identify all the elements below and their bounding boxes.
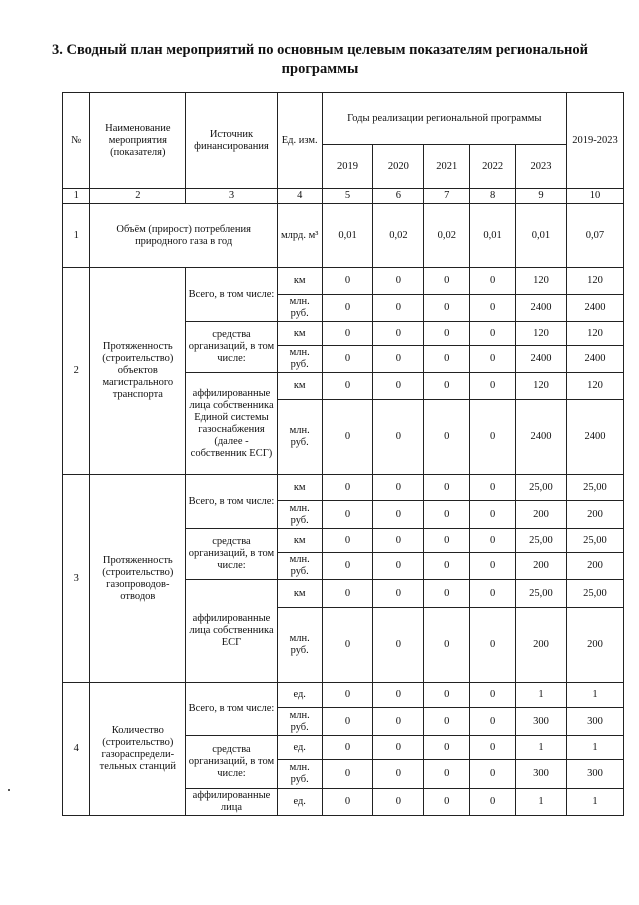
value-cell: 2400	[566, 295, 623, 322]
table-row	[63, 683, 624, 708]
financing-source: средства организаций, в том числе:	[186, 322, 278, 373]
scan-speck	[8, 789, 10, 791]
value-cell: 0	[373, 708, 424, 736]
value-cell: 0	[322, 322, 373, 346]
value-cell: 2400	[515, 400, 566, 475]
value-cell: 25,00	[515, 529, 566, 553]
financing-source: средства организаций, в том числе:	[186, 529, 278, 580]
value-cell: 200	[566, 501, 623, 529]
indicator-name: Протяженность (строительство) газопроводов-отводов	[90, 475, 186, 683]
financing-source: аффилированные лица	[186, 789, 278, 816]
value-cell: 0	[470, 295, 516, 322]
value-cell: 2400	[566, 346, 623, 373]
value-cell: 0	[322, 760, 373, 789]
value-cell: 2400	[566, 400, 623, 475]
value-cell: 0	[424, 553, 470, 580]
value-cell: 0	[470, 580, 516, 608]
value-cell: 0	[373, 346, 424, 373]
col-number: 5	[322, 189, 373, 204]
unit-cell: млн. руб.	[277, 708, 322, 736]
value-cell: 0	[373, 295, 424, 322]
value-cell: 0	[322, 501, 373, 529]
value-cell: 0,07	[566, 204, 623, 268]
header-year: 2019	[322, 145, 373, 189]
value-cell: 0	[322, 580, 373, 608]
value-cell: 0	[424, 322, 470, 346]
indicator-name: Протяженность (строительство) объектов магистрального транспорта	[90, 268, 186, 475]
unit-cell: млн. руб.	[277, 760, 322, 789]
value-cell: 0,01	[470, 204, 516, 268]
value-cell: 0	[424, 268, 470, 295]
unit-cell: ед.	[277, 789, 322, 816]
value-cell: 0	[322, 736, 373, 760]
col-number: 2	[90, 189, 186, 204]
col-number: 3	[186, 189, 278, 204]
value-cell: 0	[322, 708, 373, 736]
indicator-name: Количество (строительство) газораспредели-тельных станций	[90, 683, 186, 816]
value-cell: 25,00	[566, 529, 623, 553]
value-cell: 0	[470, 760, 516, 789]
value-cell: 120	[515, 322, 566, 346]
value-cell: 2400	[515, 346, 566, 373]
unit-cell: км	[277, 580, 322, 608]
value-cell: 200	[566, 553, 623, 580]
value-cell: 0	[424, 789, 470, 816]
value-cell: 0	[424, 501, 470, 529]
row-number: 2	[63, 268, 90, 475]
value-cell: 0	[322, 373, 373, 400]
value-cell: 0	[373, 553, 424, 580]
header-year: 2022	[470, 145, 516, 189]
value-cell: 0	[424, 295, 470, 322]
value-cell: 0	[424, 683, 470, 708]
col-number: 8	[470, 189, 516, 204]
value-cell: 0	[424, 708, 470, 736]
value-cell: 120	[515, 373, 566, 400]
col-number: 9	[515, 189, 566, 204]
header-year: 2021	[424, 145, 470, 189]
value-cell: 0	[373, 268, 424, 295]
value-cell: 0	[424, 373, 470, 400]
column-numbers-row	[63, 189, 624, 204]
value-cell: 120	[566, 268, 623, 295]
value-cell: 0	[470, 346, 516, 373]
value-cell: 200	[515, 608, 566, 683]
unit-cell: млн. руб.	[277, 400, 322, 475]
value-cell: 0	[373, 529, 424, 553]
value-cell: 0	[470, 475, 516, 501]
unit-cell: млн. руб.	[277, 553, 322, 580]
value-cell: 0	[470, 501, 516, 529]
header-name: Наименование мероприятия (показателя)	[90, 93, 186, 189]
header-year: 2020	[373, 145, 424, 189]
value-cell: 0	[470, 373, 516, 400]
value-cell: 1	[515, 683, 566, 708]
unit-cell: млрд. м³	[277, 204, 322, 268]
value-cell: 0	[322, 553, 373, 580]
value-cell: 300	[566, 760, 623, 789]
header-source: Источник финансирования	[186, 93, 278, 189]
financing-source: аффилированные лица собственника Единой системы газоснабжения (далее - собственник ЕСГ)	[186, 373, 278, 475]
row-number: 1	[63, 204, 90, 268]
unit-cell: млн. руб.	[277, 295, 322, 322]
value-cell: 0	[373, 789, 424, 816]
value-cell: 0	[424, 580, 470, 608]
value-cell: 120	[515, 268, 566, 295]
header-year: 2023	[515, 145, 566, 189]
unit-cell: ед.	[277, 683, 322, 708]
header-no: №	[63, 93, 90, 189]
unit-cell: км	[277, 529, 322, 553]
page-title: 3. Сводный план мероприятий по основным целевым показателям региональной программы	[51, 42, 589, 77]
value-cell: 0	[322, 346, 373, 373]
value-cell: 0,02	[373, 204, 424, 268]
financing-source: аффилированные лица собственника ЕСГ	[186, 580, 278, 683]
value-cell: 0	[322, 268, 373, 295]
value-cell: 0	[373, 400, 424, 475]
value-cell: 25,00	[515, 475, 566, 501]
col-number: 4	[277, 189, 322, 204]
value-cell: 0	[470, 268, 516, 295]
value-cell: 0	[322, 608, 373, 683]
col-number: 6	[373, 189, 424, 204]
value-cell: 0	[424, 736, 470, 760]
row-number: 4	[63, 683, 90, 816]
value-cell: 300	[515, 760, 566, 789]
value-cell: 0	[322, 683, 373, 708]
value-cell: 0	[470, 529, 516, 553]
value-cell: 0	[322, 475, 373, 501]
value-cell: 0,01	[322, 204, 373, 268]
header-total: 2019-2023	[566, 93, 623, 189]
value-cell: 0	[424, 475, 470, 501]
financing-source: Всего, в том числе:	[186, 683, 278, 736]
value-cell: 1	[566, 683, 623, 708]
value-cell: 200	[515, 553, 566, 580]
value-cell: 0	[424, 346, 470, 373]
col-number: 1	[63, 189, 90, 204]
value-cell: 300	[515, 708, 566, 736]
header-years-group: Годы реализации региональной программы	[322, 93, 566, 145]
unit-cell: км	[277, 373, 322, 400]
summary-plan-table	[62, 92, 624, 816]
value-cell: 300	[566, 708, 623, 736]
value-cell: 0	[424, 760, 470, 789]
value-cell: 0	[322, 789, 373, 816]
unit-cell: км	[277, 268, 322, 295]
value-cell: 200	[515, 501, 566, 529]
financing-source: средства организаций, в том числе:	[186, 736, 278, 789]
table-row	[63, 204, 624, 268]
value-cell: 0	[373, 760, 424, 789]
table-row	[63, 268, 624, 295]
header-unit: Ед. изм.	[277, 93, 322, 189]
value-cell: 1	[515, 789, 566, 816]
value-cell: 0	[470, 736, 516, 760]
value-cell: 1	[566, 789, 623, 816]
value-cell: 0	[373, 608, 424, 683]
unit-cell: ед.	[277, 736, 322, 760]
value-cell: 2400	[515, 295, 566, 322]
value-cell: 0	[424, 529, 470, 553]
value-cell: 0	[322, 400, 373, 475]
unit-cell: млн. руб.	[277, 608, 322, 683]
value-cell: 0	[373, 475, 424, 501]
value-cell: 0	[470, 708, 516, 736]
value-cell: 25,00	[566, 475, 623, 501]
value-cell: 1	[515, 736, 566, 760]
row-number: 3	[63, 475, 90, 683]
value-cell: 0	[322, 295, 373, 322]
value-cell: 0	[470, 553, 516, 580]
value-cell: 0	[470, 789, 516, 816]
col-number: 10	[566, 189, 623, 204]
value-cell: 0	[470, 400, 516, 475]
financing-source: Всего, в том числе:	[186, 268, 278, 322]
value-cell: 1	[566, 736, 623, 760]
value-cell: 0	[470, 322, 516, 346]
value-cell: 0	[373, 736, 424, 760]
value-cell: 0	[373, 373, 424, 400]
value-cell: 25,00	[566, 580, 623, 608]
value-cell: 25,00	[515, 580, 566, 608]
indicator-name: Объём (прирост) потребления природного газа в год	[90, 204, 277, 268]
col-number: 7	[424, 189, 470, 204]
financing-source: Всего, в том числе:	[186, 475, 278, 529]
table-row	[63, 475, 624, 501]
value-cell: 200	[566, 608, 623, 683]
unit-cell: км	[277, 475, 322, 501]
value-cell: 0,02	[424, 204, 470, 268]
header-row	[63, 93, 624, 145]
value-cell: 0	[373, 683, 424, 708]
value-cell: 120	[566, 373, 623, 400]
value-cell: 0	[470, 608, 516, 683]
value-cell: 0	[322, 529, 373, 553]
value-cell: 0	[373, 322, 424, 346]
value-cell: 0	[373, 501, 424, 529]
unit-cell: млн. руб.	[277, 501, 322, 529]
value-cell: 0	[373, 580, 424, 608]
unit-cell: млн. руб.	[277, 346, 322, 373]
value-cell: 0,01	[515, 204, 566, 268]
value-cell: 0	[470, 683, 516, 708]
value-cell: 0	[424, 400, 470, 475]
unit-cell: км	[277, 322, 322, 346]
value-cell: 0	[424, 608, 470, 683]
value-cell: 120	[566, 322, 623, 346]
